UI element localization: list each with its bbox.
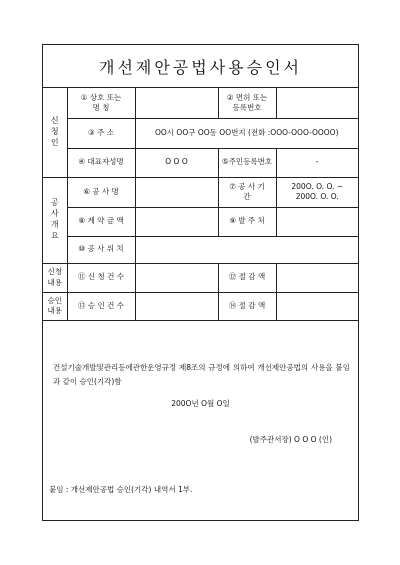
value-request-count[interactable]: [135, 263, 218, 292]
section-applicant: 신 청 인: [43, 88, 67, 177]
value-license-no[interactable]: [276, 88, 358, 118]
value-project-name[interactable]: [135, 177, 218, 207]
label-address: ③ 주 소: [67, 118, 135, 148]
label-contract-amount: ⑧ 계 약 금 액: [67, 207, 135, 236]
label-company-name: ① 상호 또는 명 칭: [67, 88, 135, 118]
attachment-note: 붙임 : 개선제안공법 승인(기각) 내역서 1부.: [49, 485, 193, 494]
value-contract-amount[interactable]: [135, 207, 218, 236]
value-approval-savings[interactable]: [276, 292, 358, 320]
value-location[interactable]: [135, 236, 358, 263]
value-company-name[interactable]: [135, 88, 218, 118]
section-construction: 공 사 개 요: [43, 177, 67, 263]
label-approval-count: ⑬ 승 인 건 수: [67, 292, 135, 320]
form-table: [43, 88, 358, 321]
signature-line: (발주관서장) O O O (인): [249, 435, 332, 444]
value-resident-reg-no[interactable]: -: [276, 148, 358, 177]
section-approval: 승인내용: [43, 292, 67, 320]
value-address[interactable]: OO시 OO구 OO동 OO번지 (전화 :OOO-OOO-OOOO): [135, 118, 358, 148]
value-request-savings[interactable]: [276, 263, 358, 292]
label-representative: ④ 대표자성명: [67, 148, 135, 177]
label-resident-reg-no: ⑤주민등록번호: [218, 148, 276, 177]
label-request-count: ⑪ 신 청 건 수: [67, 263, 135, 292]
approval-statement: 건설기술개발및관리등에관한운영규정 제8조의 규정에 의하여 개선제안공법의 사용을 붙임과 같이 승인(기각)함: [53, 363, 350, 387]
form-title: 개선제안공법사용승인서: [43, 45, 358, 88]
label-approval-savings: ⑭ 절 감 액: [218, 292, 276, 320]
label-construction-period: ⑦ 공 사 기 간: [218, 177, 276, 207]
value-construction-period[interactable]: 200O. O. O. ~ 200O. O. O.: [276, 177, 358, 207]
value-approval-count[interactable]: [135, 292, 218, 320]
value-client[interactable]: [276, 207, 358, 236]
approval-form: [42, 44, 359, 521]
label-location: ⑩ 공 사 위 치: [67, 236, 135, 263]
label-client: ⑨ 발 주 처: [218, 207, 276, 236]
label-request-savings: ⑫ 절 감 액: [218, 263, 276, 292]
label-project-name: ⑥ 공 사 명: [67, 177, 135, 207]
value-representative[interactable]: O O O: [135, 148, 218, 177]
approval-date: 200O년 O월 O일: [171, 399, 230, 408]
section-request: 신청내용: [43, 263, 67, 292]
label-license-no: ② 면허 또는 등록번호: [218, 88, 276, 118]
